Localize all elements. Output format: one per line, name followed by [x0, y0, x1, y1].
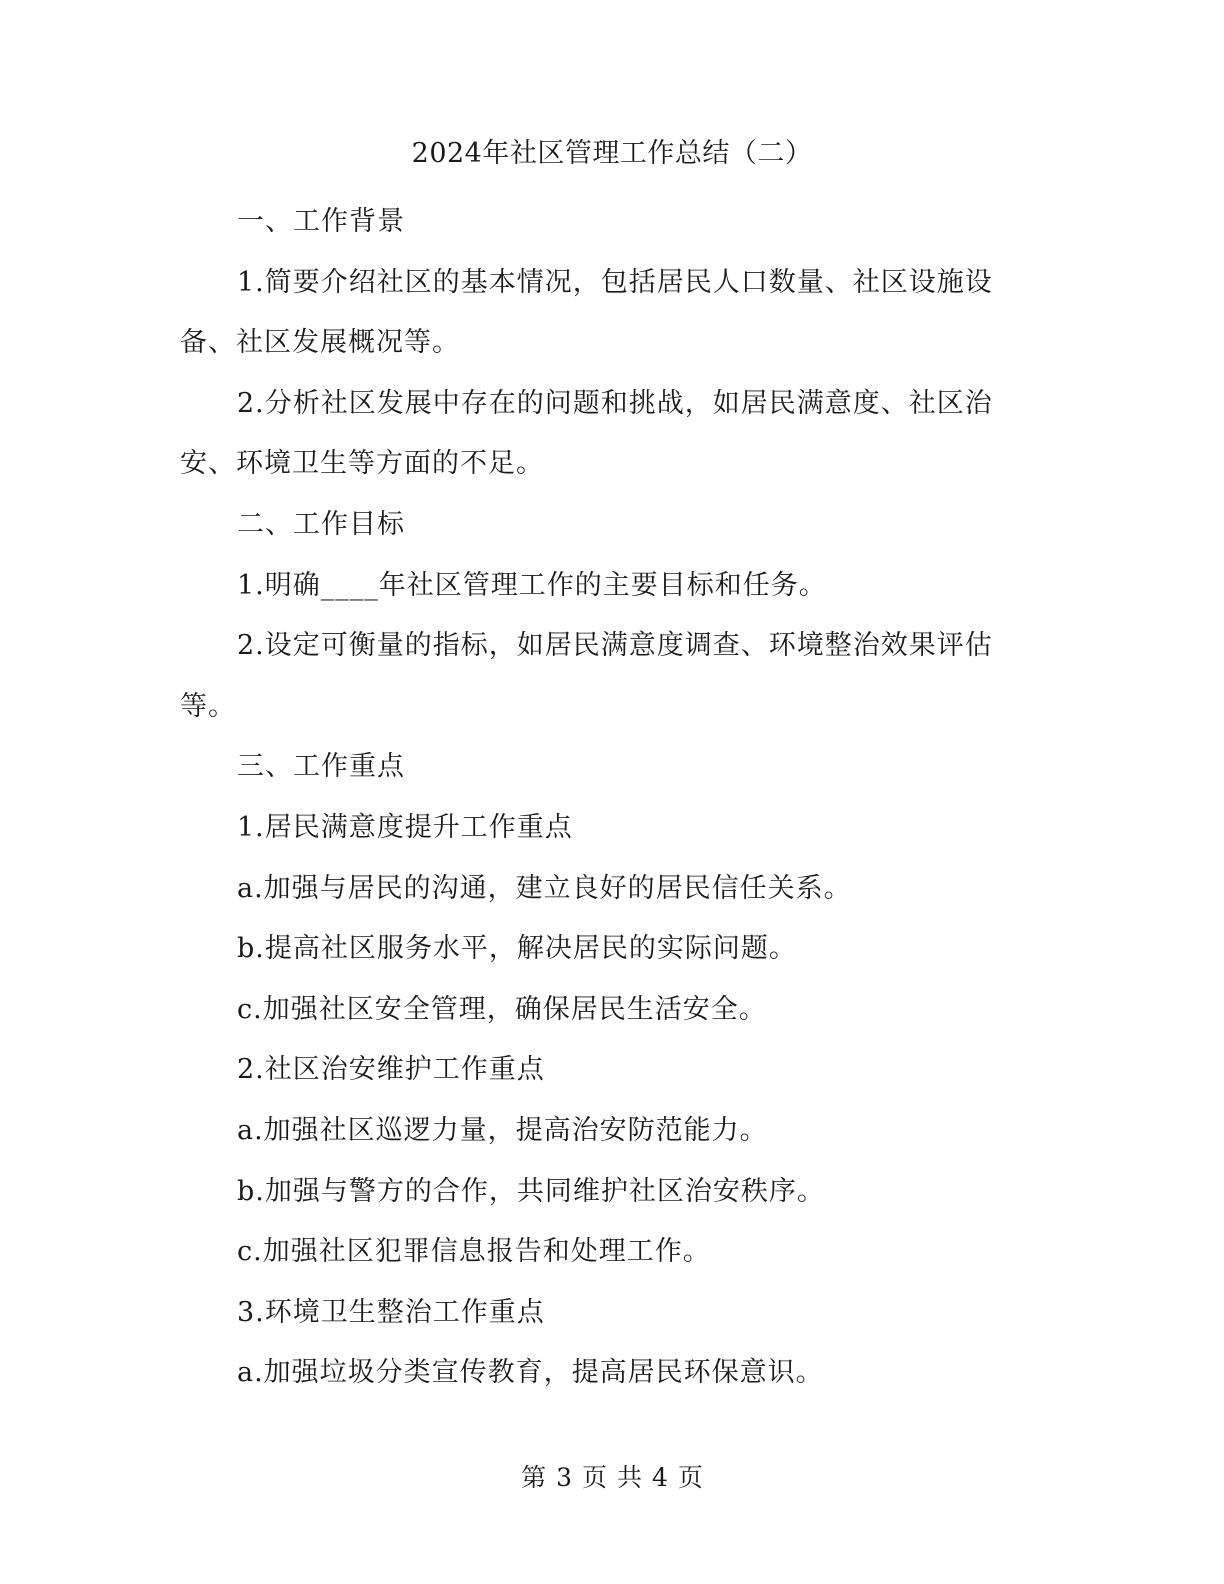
total-pages-number: 4 [652, 1463, 668, 1492]
footer-prefix: 第 [521, 1463, 547, 1492]
list-item: a.加强社区巡逻力量，提高治安防范能力。 [237, 1114, 768, 1146]
section-heading-focus: 三、工作重点 [237, 751, 405, 783]
list-item: b.加强与警方的合作，共同维护社区治安秩序。 [237, 1175, 825, 1207]
list-item: b.提高社区服务水平，解决居民的实际问题。 [237, 933, 797, 965]
document-body [180, 192, 1000, 1404]
list-item: a.加强与居民的沟通，建立良好的居民信任关系。 [237, 872, 852, 904]
page-footer [0, 1458, 1224, 1498]
current-page-number: 3 [556, 1463, 572, 1492]
document-title: 2024年社区管理工作总结（二） [411, 138, 813, 169]
paragraph: 2.设定可衡量的指标，如居民满意度调查、环境整治效果评估等。 [180, 630, 993, 722]
list-item: a.加强垃圾分类宣传教育，提高居民环保意识。 [237, 1357, 824, 1389]
subheading: 2.社区治安维护工作重点 [237, 1054, 545, 1086]
paragraph: 1.简要介绍社区的基本情况，包括居民人口数量、社区设施设备、社区发展概况等。 [180, 266, 993, 359]
section-heading-background: 一、工作背景 [237, 206, 405, 237]
paragraph: 2.分析社区发展中存在的问题和挑战，如居民满意度、社区治安、环境卫生等方面的不足。 [180, 387, 993, 480]
paragraph: 1.明确____年社区管理工作的主要目标和任务。 [237, 569, 827, 601]
footer-page-label: 页 [581, 1463, 607, 1492]
list-item: c.加强社区犯罪信息报告和处理工作。 [237, 1236, 711, 1268]
list-item: c.加强社区安全管理，确保居民生活安全。 [237, 993, 767, 1025]
footer-total-label: 共 [617, 1463, 643, 1492]
subheading: 1.居民满意度提升工作重点 [237, 811, 573, 843]
section-heading-goals: 二、工作目标 [237, 508, 405, 540]
subheading: 3.环境卫生整治工作重点 [237, 1296, 545, 1328]
footer-suffix: 页 [677, 1463, 703, 1492]
